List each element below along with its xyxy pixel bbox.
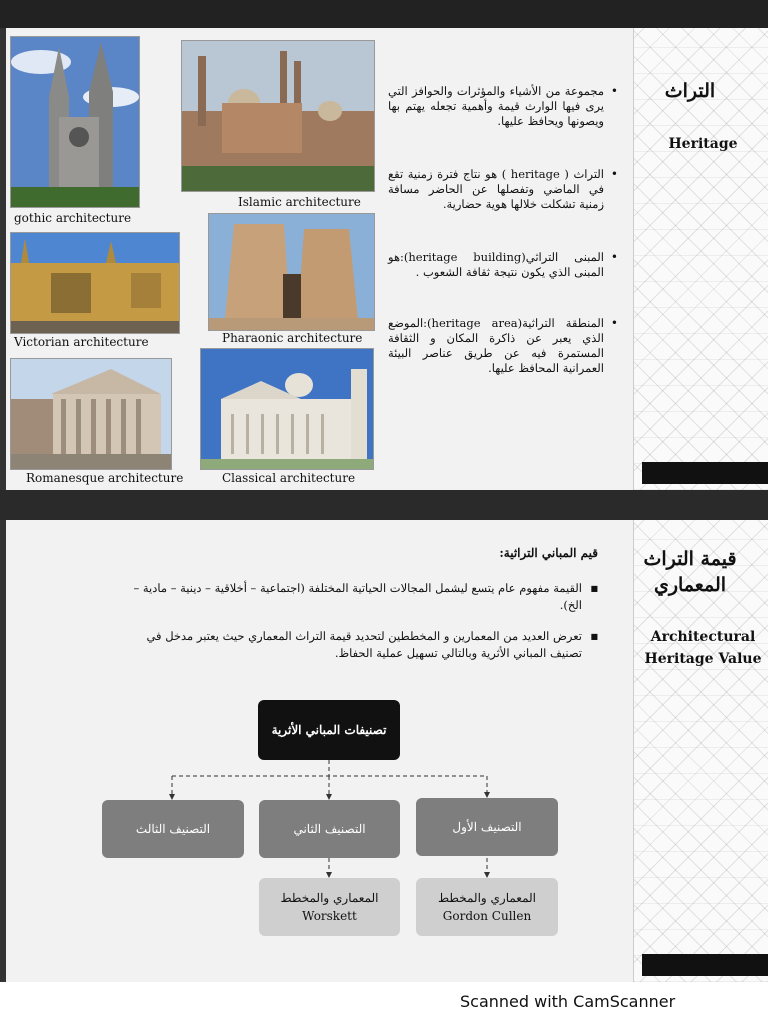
photo-romanesque	[10, 358, 172, 470]
diagram-third-classification: التصنيف الثالث	[102, 800, 244, 858]
slide-left-edge	[0, 28, 6, 490]
caption-islamic: Islamic architecture	[238, 195, 361, 209]
scanner-watermark: Scanned with CamScanner	[460, 992, 676, 1011]
values-heading: قيم المباني التراثية:	[499, 546, 598, 560]
gordon-cullen-role: المعماري والمخطط	[438, 891, 537, 905]
slide-heritage	[0, 28, 768, 490]
slide-separator	[0, 490, 768, 520]
caption-classical: Classical architecture	[222, 471, 356, 485]
photo-classical	[200, 348, 374, 470]
gordon-cullen-name: Gordon Cullen	[442, 909, 532, 923]
side-panel-heritage-value	[633, 520, 768, 982]
diagram-second-classification: التصنيف الثاني	[259, 800, 400, 858]
definition-item: • مجموعة من الأشياء والمؤثرات والحوافز التي يرى فيها الوارث قيمة وأهمية تجعله يهتم بها ويصونها ويحافظ عليها.	[388, 84, 618, 129]
worskett-role: المعماري والمخطط	[280, 891, 379, 905]
panel-title-en: Heritage	[668, 136, 738, 152]
victorian-building-image	[11, 233, 179, 333]
side-panel-heritage	[633, 28, 768, 490]
definition-item: • المبنى التراثي(heritage building):هو المبنى الذي يكون نتيجة ثقافة الشعوب .	[388, 250, 618, 280]
romanesque-pantheon-image	[11, 359, 171, 469]
caption-victorian: Victorian architecture	[14, 335, 149, 349]
value-item: ■ القيمة مفهوم عام يتسع ليشمل المجالات الحياتية المختلفة (اجتماعية – أخلاقية – دينية – مادية – الخ).	[128, 580, 598, 614]
caption-gothic: gothic architecture	[14, 211, 132, 225]
photo-victorian	[10, 232, 180, 334]
diagram-first-classification: التصنيف الأول	[416, 798, 558, 856]
photo-gothic	[10, 36, 140, 208]
heritage-definitions	[388, 84, 618, 394]
pharaonic-temple-image	[209, 214, 374, 330]
gothic-cathedral-image	[11, 37, 139, 207]
diagram-gordon-cullen-box	[416, 878, 558, 936]
definition-item: • المنطقة التراثية(heritage area):الموضع الذي يعبر عن ذاكرة المكان و الثقافة المستمرة فيه عن طريق عناصر البيئة العمرانية المحافظ عليها.	[388, 316, 618, 376]
classical-cathedral-image	[201, 349, 373, 469]
panel-title-ar: قيمة التراث المعماري	[643, 548, 737, 596]
value-item: ■ تعرض العديد من المعمارين و المخططين لتحديد قيمة التراث المعماري حيث يعتبر مدخل في تصنيف المباني الأثرية وبالتالي تسهيل عملية الحفاظ.	[128, 628, 598, 662]
scan-top-border	[0, 0, 768, 28]
diagram-worskett-box	[259, 878, 400, 936]
definition-item: • التراث ( heritage ) هو نتاج فترة زمنية تقع في الماضي وتفصلها عن الحاضر مسافة زمنية تشكلت خلالها هوية حضارية.	[388, 167, 618, 212]
panel-black-tab	[642, 462, 768, 484]
diagram-root-box: تصنيفات المباني الأثرية	[258, 700, 400, 760]
panel-black-tab	[642, 954, 768, 976]
photo-islamic	[181, 40, 375, 192]
panel-title-ar: التراث	[664, 80, 716, 102]
islamic-mosque-image	[182, 41, 374, 191]
photo-pharaonic	[208, 213, 375, 331]
panel-title-en: Architectural Heritage Value	[644, 629, 762, 667]
worskett-name: Worskett	[302, 909, 357, 923]
caption-romanesque: Romanesque architecture	[26, 471, 184, 485]
slide-architectural-heritage-value	[0, 520, 768, 982]
caption-pharaonic: Pharaonic architecture	[222, 331, 363, 345]
